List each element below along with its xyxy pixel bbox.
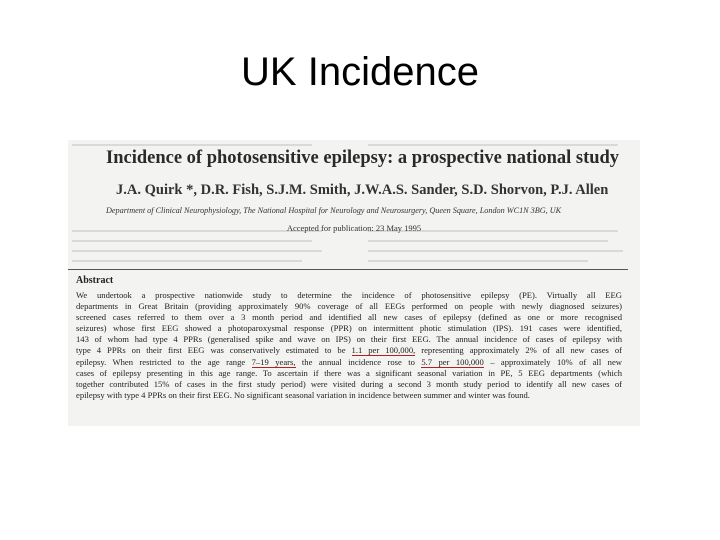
abstract-line xyxy=(76,301,622,312)
abstract-line xyxy=(76,323,622,334)
abstract-text: screened cases referred to them over a 3 month period and identified all new cases of epilepsy (defined as one or more recognised xyxy=(76,312,622,323)
scan-artifact xyxy=(72,250,322,252)
underlined-incidence-overall: 1.1 per 100,000, xyxy=(351,345,416,356)
abstract-text: the annual incidence rose to xyxy=(295,356,422,367)
section-divider xyxy=(68,269,628,270)
abstract-text: seizures) whose first EEG showed a photoparoxysmal response (PPR) on intermittent photic stimulation (IPS). 191 cases were identified, xyxy=(76,323,622,334)
paper-affiliation: Department of Clinical Neurophysiology, The National Hospital for Neurology and Neurosurgery, Queen Square, London WC1N 3BG, UK xyxy=(106,206,562,215)
abstract-text: representing approximately 2% of all new cases of xyxy=(415,345,622,356)
scan-artifact xyxy=(368,240,608,242)
abstract-line xyxy=(76,379,622,390)
abstract-text: type 4 PPRs on their first EEG was conservatively estimated to be xyxy=(76,345,352,356)
paper-title: Incidence of photosensitive epilepsy: a prospective national study xyxy=(106,148,620,168)
abstract-heading: Abstract xyxy=(76,275,114,286)
abstract-text: 143 of whom had type 4 PPRs (generalised spike and wave on IPS) on their first EEG. The annual incidence of cases of epilepsy with xyxy=(76,334,622,345)
abstract-line xyxy=(76,312,622,323)
slide-title: UK Incidence xyxy=(241,50,479,94)
scan-artifact xyxy=(368,250,623,252)
abstract-text: epilepsy. When restricted to the age range xyxy=(76,356,252,367)
abstract-text: We undertook a prospective nationwide study to determine the incidence of photosensitive epilepsy (PE). Virtually all EEG xyxy=(76,290,622,300)
accepted-date: Accepted for publication: 23 May 1995 xyxy=(286,223,422,233)
scan-artifact xyxy=(368,260,588,262)
abstract-line xyxy=(76,334,622,345)
abstract-text: – approximately 10% of all new xyxy=(483,356,622,367)
underlined-age-range: 7–19 years, xyxy=(251,356,296,367)
scan-artifact xyxy=(72,240,312,242)
abstract-text: epilepsy with type 4 PPRs on their first EEG. No significant seasonal variation in incidence between summer and winter was found. xyxy=(76,389,530,400)
paper-scan-image xyxy=(68,140,640,426)
abstract-text: cases of epilepsy presenting in this age range. To ascertain if there was a significant seasonal variation in PE, 5 EEG departments (which xyxy=(76,367,622,378)
abstract-body xyxy=(76,290,622,401)
scan-artifact xyxy=(72,144,312,146)
abstract-text: together contributed 15% of cases in the first study period) were visited during a second 3 month study period to identify all new cases of xyxy=(76,378,622,389)
abstract-line xyxy=(76,357,622,368)
abstract-line xyxy=(76,290,622,301)
underlined-incidence-age-range: 5.7 per 100,000 xyxy=(421,356,484,367)
abstract-line xyxy=(76,390,622,401)
scan-artifact xyxy=(368,144,618,146)
abstract-line xyxy=(76,345,622,356)
abstract-line xyxy=(76,368,622,379)
paper-authors: J.A. Quirk *, D.R. Fish, S.J.M. Smith, J.W.A.S. Sander, S.D. Shorvon, P.J. Allen xyxy=(116,182,609,198)
scan-artifact xyxy=(72,260,302,262)
abstract-text: departments in Great Britain (providing approximately 90% coverage of all EEGs performed on people with newly diagnosed seizures) xyxy=(76,301,622,312)
